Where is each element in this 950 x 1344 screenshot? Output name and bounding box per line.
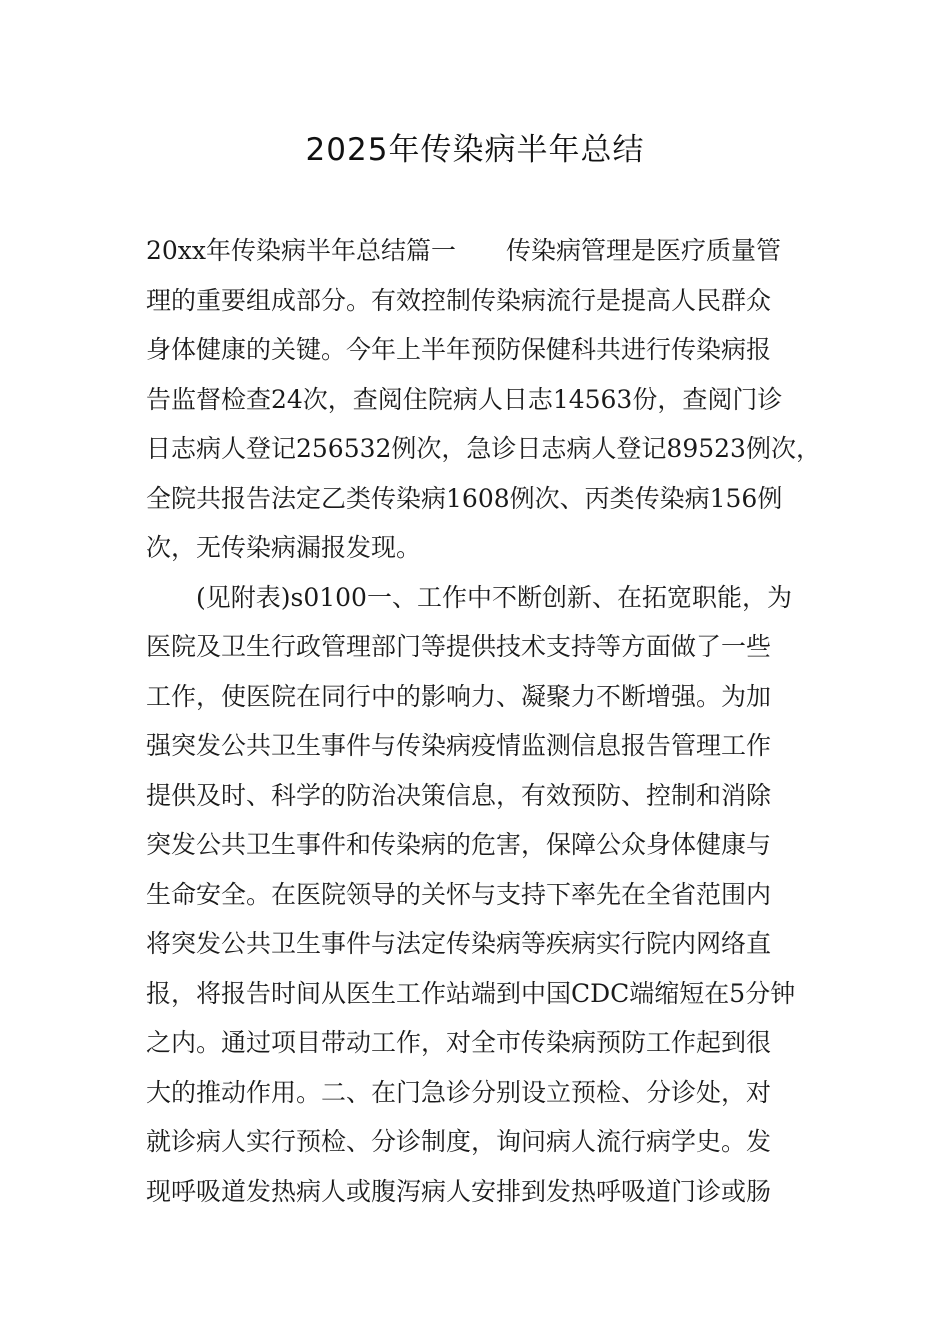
body-line: 20xx年传染病半年总结篇一 传染病管理是医疗质量管	[146, 236, 782, 265]
body-line: 就诊病人实行预检、分诊制度，询问病人流行病学史。发	[146, 1127, 772, 1156]
body-line: 次，无传染病漏报发现。	[146, 533, 422, 562]
body-line: 强突发公共卫生事件与传染病疫情监测信息报告管理工作	[146, 731, 772, 760]
body-line: 身体健康的关键。今年上半年预防保健科共进行传染病报	[146, 335, 772, 364]
body-line: 工作，使医院在同行中的影响力、凝聚力不断增强。为加	[146, 681, 772, 711]
body-line: 大的推动作用。二、在门急诊分别设立预检、分诊处，对	[146, 1077, 772, 1107]
body-line: 日志病人登记256532例次，急诊日志病人登记89523例次，	[146, 434, 821, 463]
body-line: 提供及时、科学的防治决策信息，有效预防、控制和消除	[146, 780, 772, 810]
body-line: 医院及卫生行政管理部门等提供技术支持等方面做了一些	[146, 632, 772, 661]
body-line: 突发公共卫生事件和传染病的危害，保障公众身体健康与	[146, 830, 772, 859]
body-line: 生命安全。在医院领导的关怀与支持下率先在全省范围内	[146, 879, 772, 909]
body-line: 将突发公共卫生事件与法定传染病等疾病实行院内网络直	[146, 929, 772, 958]
body-line: 全院共报告法定乙类传染病1608例次、丙类传染病156例	[146, 483, 783, 513]
body-line: 理的重要组成部分。有效控制传染病流行是提高人民群众	[146, 285, 772, 315]
document-body	[146, 226, 826, 1216]
body-line: 之内。通过项目带动工作，对全市传染病预防工作起到很	[146, 1028, 772, 1057]
document-title: 2025年传染病半年总结	[305, 132, 645, 168]
body-line: 现呼吸道发热病人或腹泻病人安排到发热呼吸道门诊或肠	[146, 1176, 772, 1206]
paragraph-first-line: (见附表)s0100一、工作中不断创新、在拓宽职能，为	[196, 582, 792, 612]
body-line: 告监督检查24次，查阅住院病人日志14563份，查阅门诊	[146, 384, 783, 414]
body-line: 报，将报告时间从医生工作站端到中国CDC端缩短在5分钟	[146, 978, 796, 1008]
